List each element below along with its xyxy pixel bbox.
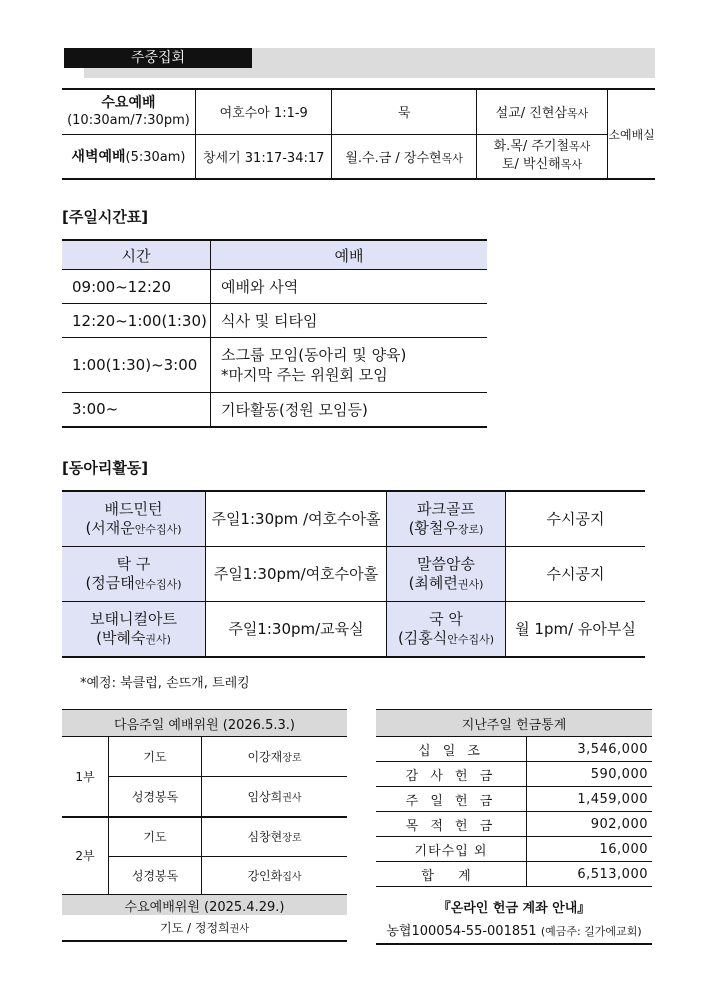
- wed-roster-name: 기도 / 정정희: [160, 921, 230, 935]
- club-leader: (최혜련: [408, 573, 458, 592]
- sunday-schedule-table: [62, 239, 487, 428]
- club-leader: (황철우: [408, 518, 458, 537]
- club-leader: (정금태: [85, 573, 135, 592]
- account-holder: (예금주: 길가에교회): [540, 925, 642, 938]
- roster-role: 기도: [109, 737, 202, 777]
- section-title-weekday: 주중집회: [64, 48, 252, 68]
- schedule-activity: 식사 및 티타임: [211, 304, 488, 338]
- schedule-col-time: 시간: [62, 240, 211, 270]
- clubs-table: [62, 490, 645, 658]
- dawn-preachers: [476, 134, 607, 179]
- wed-scripture: 여호수아 1:1-9: [195, 89, 332, 134]
- club-name-cell: [387, 602, 506, 658]
- club-name: 말씀암송: [417, 554, 475, 573]
- schedule-row: [62, 304, 487, 338]
- service-location: 소예배실: [608, 89, 655, 179]
- club-name-cell: [62, 602, 206, 658]
- wed-service-name: 수요예배: [101, 94, 156, 111]
- club-info: 주일1:30pm /여호수아홀: [206, 491, 387, 547]
- offering-amount: 590,000: [527, 762, 653, 787]
- clubs-note: *예정: 북클럽, 손뜨개, 트레킹: [80, 676, 250, 691]
- offering-title: 지난주일 헌금통계: [376, 710, 652, 737]
- wed-roster-line: [62, 915, 347, 941]
- wed-preacher: [476, 89, 607, 134]
- dawn-service-row: [62, 134, 655, 179]
- dawn-days: [332, 134, 476, 179]
- sunday-schedule-heading: [주일시간표]: [62, 208, 149, 226]
- roster-person-title: 권사: [282, 792, 302, 804]
- roster-role: 성경봉독: [109, 777, 202, 817]
- schedule-note: *마지막 주는 위원회 모임: [221, 366, 388, 384]
- schedule-col-worship: 예배: [211, 240, 488, 270]
- wed-preacher-label: 설교/ 진현삼: [495, 106, 567, 122]
- club-leader-role: 안수집사): [134, 577, 182, 591]
- roster-person-name: 이강재: [247, 750, 283, 764]
- club-leader-role: 안수집사): [134, 522, 182, 536]
- roster-person-title: 집사: [282, 872, 302, 883]
- club-leader-role: 권사): [145, 632, 171, 646]
- dawn-days-label: 월.수.금 / 장수현: [345, 150, 442, 166]
- offering-amount: 902,000: [527, 812, 653, 837]
- schedule-time: 3:00~: [62, 393, 211, 427]
- dawn-service-time: (5:30am): [125, 150, 186, 166]
- offering-amount: 6,513,000: [527, 862, 653, 887]
- schedule-time: 12:20~1:00(1:30): [62, 304, 211, 338]
- schedule-activity: 예배와 사역: [211, 270, 488, 304]
- offering-total-row: [376, 862, 652, 887]
- club-leader: (박혜숙: [96, 628, 146, 647]
- offering-amount: 3,546,000: [527, 737, 653, 762]
- club-leader: (김홍식: [397, 628, 448, 647]
- roster-person: [202, 737, 348, 777]
- dawn-line2-role: 목사: [560, 158, 582, 172]
- roster-person-name: 심창현: [247, 830, 283, 845]
- club-row: [62, 491, 645, 547]
- schedule-activity: 소그룹 모임(동아리 및 양육): [221, 346, 407, 364]
- roster-person-name: 강인화: [247, 869, 283, 883]
- dawn-line1-role: 목사: [569, 140, 591, 154]
- schedule-row: [62, 270, 487, 304]
- club-info: 수시공지: [506, 491, 646, 547]
- club-info: 주일1:30pm/교육실: [206, 602, 387, 658]
- roster-person: [202, 777, 348, 817]
- wed-activity: 묵: [332, 89, 476, 134]
- club-info: 월 1pm/ 유아부실: [506, 602, 646, 658]
- weekday-services-table: [62, 88, 655, 180]
- club-name-cell: [62, 491, 206, 547]
- offering-label: 주 일 헌 금: [376, 787, 527, 812]
- roster-title: 다음주일 예배위원 (2026.5.3.): [62, 710, 347, 737]
- club-name: 국 악: [429, 609, 463, 628]
- roster-role: 기도: [109, 817, 202, 857]
- club-name-cell: [387, 491, 506, 547]
- clubs-heading: [동아리활동]: [62, 459, 149, 477]
- offering-row: [376, 737, 652, 762]
- offering-title-row: [376, 710, 652, 737]
- club-info: 주일1:30pm/여호수아홀: [206, 547, 387, 602]
- club-leader: (서재운: [85, 518, 135, 537]
- offering-row: [376, 762, 652, 787]
- next-week-roster: [62, 709, 347, 942]
- club-name-cell: [62, 547, 206, 602]
- schedule-header-row: [62, 240, 487, 270]
- club-name: 탁 구: [116, 554, 151, 573]
- club-leader-role: 안수집사): [447, 632, 495, 646]
- offering-label: 합 계: [376, 862, 527, 887]
- wed-service-time: (10:30am/7:30pm): [67, 112, 190, 128]
- dawn-service-name: 새벽예배: [71, 149, 126, 166]
- schedule-row: [62, 338, 487, 393]
- roster-person-title: 장로: [282, 833, 302, 845]
- roster-person-title: 장로: [282, 753, 302, 764]
- online-offering-title: 『온라인 헌금 계좌 안내』: [437, 901, 591, 916]
- club-name: 배드민턴: [104, 499, 163, 518]
- club-info: 수시공지: [506, 547, 646, 602]
- offering-label: 목 적 헌 금: [376, 812, 527, 837]
- dawn-days-role: 목사: [441, 151, 463, 165]
- roster-person: [202, 817, 348, 857]
- wed-roster-title-row: [62, 895, 347, 916]
- dawn-scripture: 창세기 31:17-34:17: [195, 134, 332, 179]
- club-name: 보태니컬아트: [90, 609, 177, 628]
- schedule-time: 1:00(1:30)~3:00: [62, 338, 211, 393]
- offering-label: 감 사 헌 금: [376, 762, 527, 787]
- offering-amount: 16,000: [527, 837, 653, 862]
- schedule-activity: 기타활동(정원 모임등): [211, 393, 488, 427]
- offering-label: 기타수입 외: [376, 837, 527, 862]
- schedule-activity-cell: [211, 338, 488, 393]
- club-leader-role: 권사): [457, 577, 484, 591]
- roster-row: [62, 817, 347, 857]
- roster-title-row: [62, 710, 347, 737]
- schedule-time: 09:00~12:20: [62, 270, 211, 304]
- wed-preacher-role: 목사: [566, 107, 589, 121]
- offering-amount: 1,459,000: [527, 787, 653, 812]
- wed-service-row: [62, 89, 655, 134]
- offering-label: 십 일 조: [376, 737, 527, 762]
- online-account-line: [376, 920, 652, 945]
- account-number: 농협100054-55-001851: [386, 924, 537, 939]
- roster-person-name: 임상희: [247, 789, 283, 804]
- roster-group-label: 1부: [62, 737, 109, 817]
- offering-table: [376, 709, 652, 887]
- roster-role: 성경봉독: [109, 857, 202, 895]
- club-name: 파크골프: [417, 499, 475, 518]
- club-row: [62, 602, 645, 658]
- offering-row: [376, 812, 652, 837]
- dawn-line2-label: 토/ 박신해: [501, 157, 561, 173]
- schedule-row: [62, 393, 487, 427]
- roster-group-label: 2부: [62, 817, 109, 895]
- wed-roster-title: 수요예배위원 (2025.4.29.): [62, 895, 347, 916]
- wed-roster-role: 권사: [229, 924, 249, 935]
- wed-roster-row: [62, 915, 347, 941]
- club-row: [62, 547, 645, 602]
- club-name-cell: [387, 547, 506, 602]
- roster-row: [62, 737, 347, 777]
- offering-row: [376, 837, 652, 862]
- offering-row: [376, 787, 652, 812]
- roster-person: [202, 857, 348, 895]
- club-leader-role: 장로): [457, 522, 484, 536]
- dawn-line1-label: 화.목/ 주기철: [493, 139, 570, 155]
